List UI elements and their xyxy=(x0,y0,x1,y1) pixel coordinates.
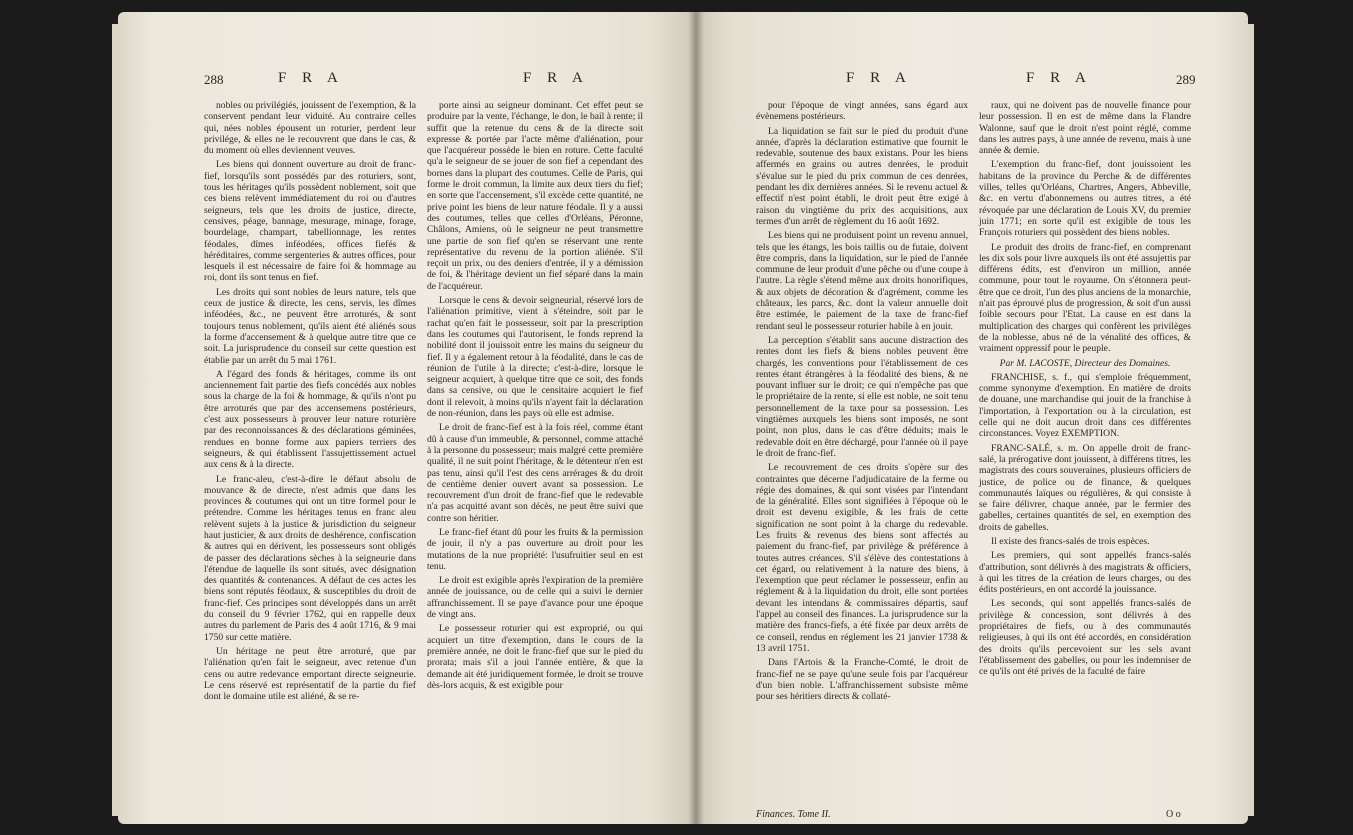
paragraph: Il existe des francs-salés de trois espèces. xyxy=(991,535,1150,547)
page-number: 289 xyxy=(1176,72,1196,87)
paragraph: Le franc-aleu, c'est-à-dire le défaut absolu de mouvance & de directe, n'est admis que dans les provinces & coutumes qui ont un titre formel pour le prétendre. Comme les héritages tenus en franc aleu relèvent sujets à la justice & jurisdiction du seigneur haut justicier, & aux droits de deshérence, confiscation & autres qui en dérivent, les possesseurs sont obligés de passer des déclarations sèches à la seigneurie dans l'étendue de laquelle ils sont situés, avec désignation des quantités & contenances. A défaut de ces actes les biens sont réputés féodaux, & susceptibles du droit de franc-fief. Ces principes sont développés dans un arrêt du conseil du 9 février 1762, qui en rappelle deux autres du parlement de Paris des 4 août 1716, & 9 mai 1750 sur cette matière. xyxy=(204,473,416,643)
running-header: F R A xyxy=(523,70,589,86)
paragraph: porte ainsi au seigneur dominant. Cet effet peut se produire par la vente, l'échange, le don, le bail à rente; il suffit que la retenue du cens & de la directe soit expresse & portée par l'acte même d'aliénation, pour que l'acquéreur possède le bien en roture. Cette faculté qu'a le seigneur de se jouer de son fief a cependant des bornes dans la plupart des coutumes. Celle de Paris, qui forme le droit commun, la limite aux deux tiers du fief; en sorte que l'accensement, s'il excède cette quantité, ne prive point les biens de leur nature féodale. Il y a aussi des coutumes, telles que celles d'Orléans, Péronne, Châlons, Amiens, où le seigneur ne peut transmettre une partie de son fief qu'en se réservant une rente représentative du revenu de la portion aliénée. S'il reçoit un prix, ou des deniers d'entrée, il y a démission de foi, & l'héritage devient un fief séparé dans la main de l'acquéreur. xyxy=(427,100,643,292)
paragraph: Les biens qui ne produisent point un revenu annuel, tels que les étangs, les bois taillis ou de futaie, doivent être compris, dans la liquidation, sur le pied de l'année commune de leur produit d'une pêche ou d'une coupe à l'autre. La règle s'étend même aux droits honorifiques, & aux objets de décoration & d'agrément, comme les châteaux, les parcs, &c. dont la valeur annuelle doit être estimée, le paiement de la taxe de franc-fief rendant seul le possesseur roturier habile à en jouir. xyxy=(756,230,968,332)
paragraph: Le franc-fief étant dû pour les fruits & la permission de jouir, il n'y a pas ouverture au droit pour les mutations de la nue propriété: l'usufruitier seul en est tenu. xyxy=(427,526,643,572)
paragraph: La perception s'établit sans aucune distraction des rentes dont les fiefs & biens nobles peuvent être chargés, les conventions pour l'établissement de ces rentes étant étrangères à la féodalité des biens, & ne pouvant influer sur le droit; ce qui n'empêche pas que le propriétaire de la rente, si elle est noble, ne soit tenu personnellement de la taxe pour sa possession. Les vingtièmes auxquels les biens sont imposés, ne sont point, non plus, dans le cas d'être déduits; mais le redevable doit en être déchargé, pour l'année où il paye le droit de franc-fief. xyxy=(756,334,968,459)
running-header: F R A xyxy=(1026,70,1092,86)
text-column-1 xyxy=(756,100,968,705)
paragraph: pour l'époque de vingt années, sans égard aux évènemens postérieurs. xyxy=(756,100,968,123)
paragraph: Le droit de franc-fief est à la fois réel, comme étant dû à cause d'un immeuble, & personnel, comme attaché à la personne du possesseur; mais malgré cette première qualité, il ne suit point l'héritage, & le détenteur n'en est pas tenu, ainsi qu'il l'est des cens arrérages & du droit de centième denier ouvert avant sa possession. Le recouvrement d'un droit de franc-fief que le redevable n'a pas acquitté avant son décès, ne peut être suivi que contre son héritier. xyxy=(427,422,643,524)
paragraph: La liquidation se fait sur le pied du produit d'une année, d'après la déclaration estimative que fournit le redevable, soutenue des baux existans. Pour les biens affermés en grains ou autres denrées, le produit s'évalue sur le pied du prix commun de ces denrées, pendant les dix dernières années. Si le revenu actuel & effectif n'est point établi, le droit peut être exigé à raison du vingtième du prix des acquisitions, aux termes d'un arrêt de règlement du 16 août 1692. xyxy=(756,125,968,227)
paragraph: Lorsque le cens & devoir seigneurial, réservé lors de l'aliénation primitive, vient à s'éteindre, soit par le rachat qu'en fait le possesseur, soit par la prescription dans les coutumes qui l'autorisent, le fonds reprend la nobilité dont il jouissoit entre les mains du seigneur du fief. Il y a également retour à la féodalité, dans le cas de réunion de l'utile à la directe; c'est-à-dire, lorsque le seigneur acquiert, à quelque titre que ce soit, des fonds dans sa censive, ou que le censitaire acquiert le fief dont il relevoit, à moins qu'ils n'ayent fait la déclaration de non-réunion, dans les pays où elle est admise. xyxy=(427,295,643,420)
paragraph: Les premiers, qui sont appellés francs-salés d'attribution, sont délivrés à des magistrats & officiers, à qui les titres de la création de leurs charges, ou des édits postérieurs, en ont accordé la jouissance. xyxy=(979,550,1191,596)
paragraph: Le recouvrement de ces droits s'opère sur des contraintes que décerne l'adjudicataire de la ferme ou régie des domaines, & qui sont visées par l'intendant de la généralité. Elles sont signifiées à l'époque où le droit est devenu exigible, & les frais de cette signification ne sont point à la charge du redevable. Les fruits & revenus des biens sont affectés au paiement du franc-fief, par privilège & préférence à toutes autres créances. S'il s'élève des contestations à cet égard, ou relativement à la nature des biens, à l'exemption que peut réclamer le possesseur, enfin au réglement & à la liquidation du droit, elle sont portées devant les intendans & commissaires départis, sauf l'appel au conseil des finances. La jurisprudence sur la matière des francs-fiefs, a été fixée par deux arrêts de ce conseil, rendus en réglement les 21 janvier 1738 & 13 avril 1751. xyxy=(756,462,968,654)
right-page xyxy=(696,12,1248,824)
author-signature: Par M. LACOSTE, Directeur des Domaines. xyxy=(999,357,1171,369)
paragraph: Le possesseur roturier qui est exproprié, ou qui acquiert un titre d'exemption, dans le cours de la première année, ne doit le franc-fief que sur le pied du prorata; mais s'il a joui l'année entière, & que la demande ait été juridiquement formée, le droit se trouve dès-lors acquis, & est exigible pour xyxy=(427,623,643,691)
page-footer: Finances. Tome II. xyxy=(756,809,831,820)
paragraph: Un héritage ne peut être arroturé, que par l'aliénation qu'en fait le seigneur, avec retenue d'un cens ou autre redevance emportant directe seigneurie. Le cens réservé est représentatif de la partie du fief dont le domaine utile est aliéné, & se re- xyxy=(204,645,416,703)
paragraph: Le produit des droits de franc-fief, en comprenant les dix sols pour livre auxquels ils ont été assujettis par différens édits, est d'environ un million, année commune, pour tout le royaume. On s'étonnera peut-être que ce droit, l'un des plus anciens de la monarchie, n'ait pas éprouvé plus de progression, & soit d'un aussi foible secours pour l'Etat. La cause en est dans la multiplication des charges qui confèrent les privilèges de la noblesse, abus né de la vénalité des offices, & vraiment oppressif pour le peuple. xyxy=(979,241,1191,355)
left-page xyxy=(118,12,696,824)
running-header: F R A xyxy=(278,70,344,86)
signature-mark: O o xyxy=(1166,809,1181,820)
paragraph: raux, qui ne doivent pas de nouvelle finance pour leur possession. Il en est de même dans la Flandre Walonne, sauf que le droit n'est point réglé, comme dans les autres pays, à une année de revenu, mais à une année & demie. xyxy=(979,100,1191,157)
paragraph: Le droit est exigible après l'expiration de la première année de jouissance, ou de celle qui a suivi le dernier affranchissement. Il se paye d'avance pour une époque de vingt ans. xyxy=(427,575,643,621)
text-column-2 xyxy=(979,100,1191,681)
paragraph: Les seconds, qui sont appellés francs-salés de privilège & concession, sont délivrés à des propriétaires de fiefs, ou à des communautés religieuses, à qui ils ont été accordés, en considération des droits qu'ils percevoient sur les sels avant l'établissement des gabelles, ou pour les indemniser de ce qu'ils ont été privés de la faculté de faire xyxy=(979,598,1191,678)
paragraph: FRANCHISE, s. f., qui s'emploie fréquemment, comme synonyme d'exemption. En matière de droits de douane, une marchandise qui jouit de la franchise à l'importation, à l'exportation ou à la circulation, est celle qui ne doit aucun droit dans ces différentes circonstances. Voyez EXEMPTION. xyxy=(979,371,1191,440)
running-header: F R A xyxy=(846,70,912,86)
paragraph: Dans l'Artois & la Franche-Comté, le droit de franc-fief ne se paye qu'une seule fois par l'acquéreur d'un bien noble. L'affranchissement subsiste même pour ses héritiers directs & collaté- xyxy=(756,657,968,703)
paragraph: nobles ou privilégiés, jouissent de l'exemption, & la conservent pendant leur viduité. Au contraire celles qui, nées nobles épousent un roturier, perdent leur privilége, & elles ne le recouvrent que dans le cas, & du moment où elles deviennent veuves. xyxy=(204,100,416,157)
book-gutter xyxy=(688,12,704,824)
page-number: 288 xyxy=(204,72,224,87)
paragraph: Les biens qui donnent ouverture au droit de franc-fief, lorsqu'ils sont possédés par des roturiers, sont, tous les héritages qu'ils possèdent noblement, soit que ces biens relèvent immédiatement du roi ou d'autres seigneurs, tels que les droits de justice, directe, censives, péage, bannage, mesurage, minage, forage, bourdelage, champart, tabellionnage, les rentes féodales, dîmes inféodées, offices fiefés & héréditaires, comme sergenteries & autres offices, pour lesquels il est nécessaire de faire foi & hommage au roi, dont ils sont tenus en fief. xyxy=(204,159,416,284)
text-column-2 xyxy=(427,100,643,694)
paragraph: A l'égard des fonds & héritages, comme ils ont anciennement fait partie des fiefs concédés aux nobles sous la charge de la foi & hommage, & qu'ils n'ont pu être arroturés que par des accensemens postérieurs, c'est aux possesseurs à prouver leur nature roturière par des reconnoissances & des déclarations géminées, rendues en bonne forme aux papiers terriers des seigneurs, & qui établissent l'assujettissement actuel aux cens & à la directe. xyxy=(204,368,416,471)
paragraph: FRANC-SALÉ, s. m. On appelle droit de franc-salé, la prérogative dont jouissent, à différens titres, les magistrats des cours souveraines, plusieurs officiers de justice, de police ou de finance, & quelques communautés laïques ou régulières, & qui consiste à se faire délivrer, chaque année, par le fermier des gabelles, certaines quantités de sel, en exemption des droits de gabelles. xyxy=(979,442,1191,533)
right-page-edge xyxy=(1248,24,1254,816)
text-column-1 xyxy=(204,100,416,705)
paragraph: L'exemption du franc-fief, dont jouissoient les habitans de la province du Perche & de différentes villes, telles qu'Orléans, Chartres, Angers, Abbeville, &c. en vertu d'abonnemens ou autres titres, a été révoquée par une déclaration de Louis XV, du premier juin 1771; en sorte qu'il est exigible de tous les François roturiers qui possèdent des biens nobles. xyxy=(979,159,1191,239)
paragraph: Les droits qui sont nobles de leurs nature, tels que ceux de justice & directe, les cens, servis, les dîmes inféodées, &c., ne peuvent être arroturés, & sont toujours tenus noblement, qu'ils aient été aliénés sous la forme d'accensement & à quelque autre titre que ce soit. La jurisprudence du conseil sur cette question est établie par un arrêt du 5 mai 1761. xyxy=(204,286,416,366)
